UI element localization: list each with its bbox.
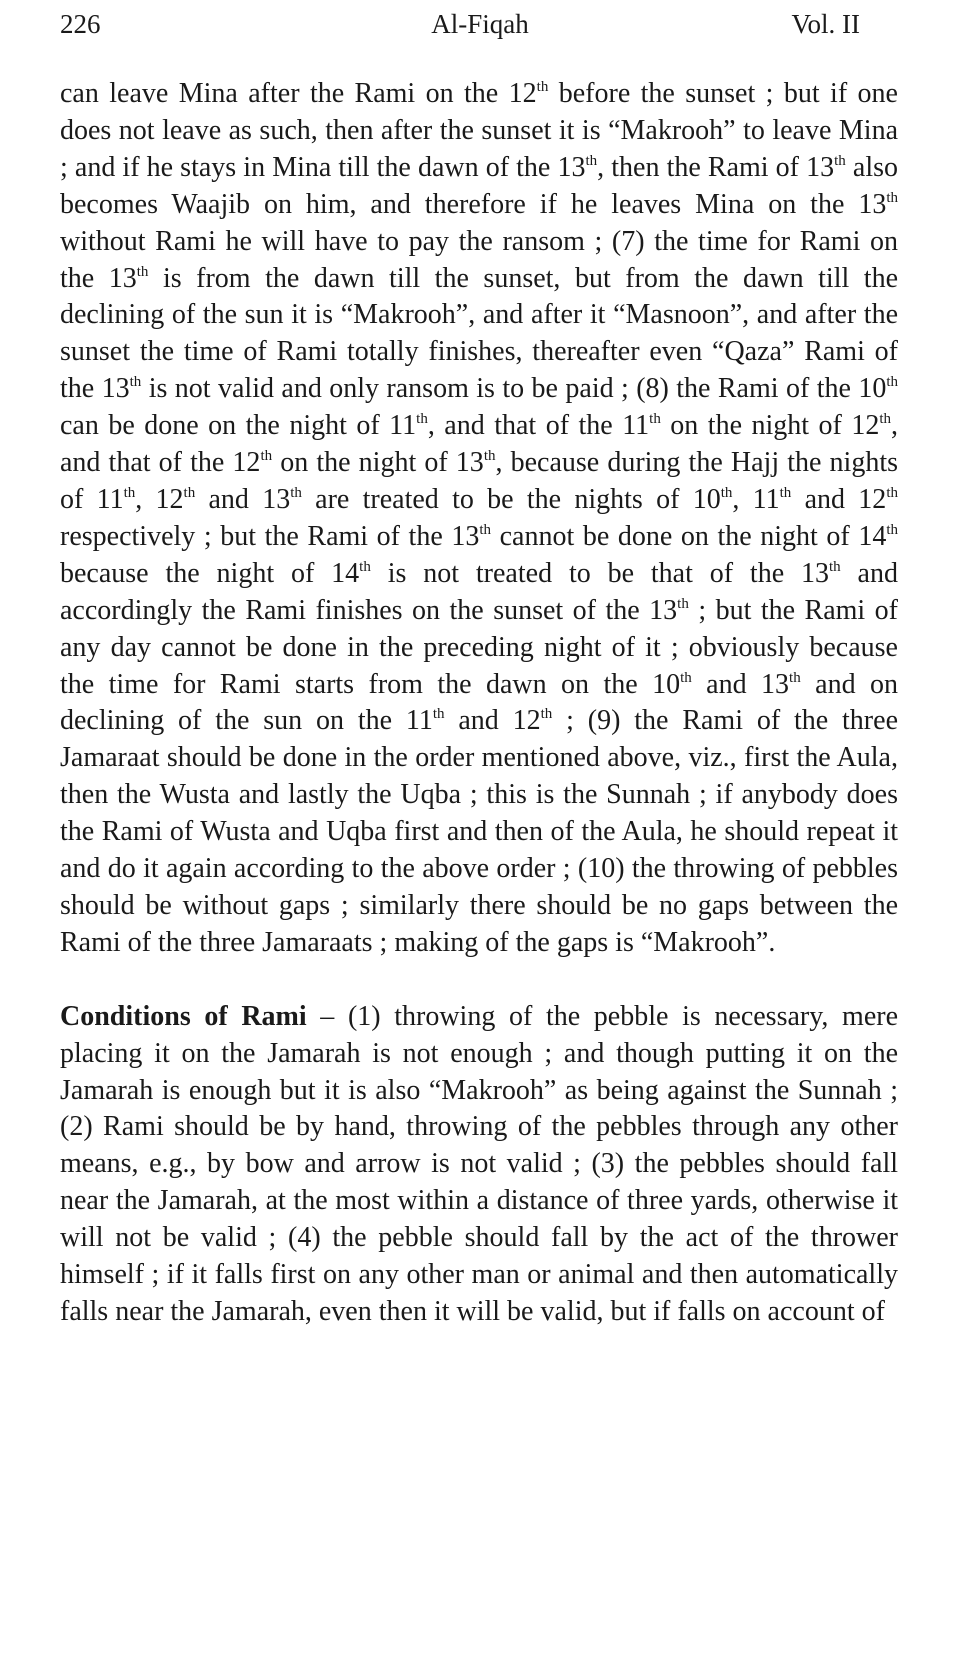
- page-number: 226: [60, 9, 101, 39]
- text-run: on the night of 13: [272, 447, 484, 479]
- text-run: , then the Rami of 13: [597, 151, 835, 183]
- text-run: without Rami he will have to pay the ransom ; (7) the time for Rami on the 13: [60, 225, 898, 294]
- book-title: Al-Fiqah: [431, 9, 529, 39]
- ordinal-suffix: th: [123, 484, 136, 501]
- ordinal-suffix: th: [789, 669, 801, 686]
- ordinal-suffix: th: [585, 152, 598, 169]
- ordinal-suffix: th: [886, 374, 898, 391]
- text-run: , because during the Hajj the nights of 11: [60, 447, 898, 515]
- ordinal-suffix: th: [483, 448, 496, 465]
- text-run: cannot be done on the night of 14: [491, 520, 887, 552]
- ordinal-suffix: th: [416, 411, 428, 428]
- ordinal-suffix: th: [136, 263, 149, 280]
- ordinal-suffix: th: [129, 374, 142, 391]
- text-run: can leave Mina after the Rami on the 12: [60, 78, 537, 109]
- text-run: are treated to be the nights of 10: [301, 483, 721, 515]
- ordinal-suffix: th: [536, 79, 549, 95]
- text-run: ; (9) the Rami of the three Jamaraat should be done in the order mentioned above, viz., first the Aula, then the Wusta and lastly the Uqba ; this is the Sunnah ; if anybody does the Rami of Wusta and Uqba first and then of the Aula, he should repeat it and do it again according to the above order ; (10) the throwing of pebbles should be without gaps ; similarly there should be no gaps between the Rami of the three Jamaraats ; making of the gaps is “Makrooh”.: [60, 705, 898, 958]
- ordinal-suffix: th: [886, 484, 898, 501]
- page-body: [60, 76, 898, 1331]
- ordinal-suffix: th: [834, 152, 846, 169]
- text-run: – (1) throwing of the pebble is necessary, mere placing it on the Jamarah is not enough ; and though putting it on the Jamarah is enough but it is also “Makrooh” as being against the Sunnah ; (2) Rami should be by hand, throwing of the pebbles through any other means, e.g., by bow and arrow is not valid ; (3) the pebbles should fall near the Jamarah, at the most within a distance of three yards, otherwise it will not be valid ; (4) the pebble should fall by the act of the thrower himself ; if it falls first on any other man or animal and then automatically falls near the Jamarah, even then it will be valid, but if falls on account of: [60, 1000, 898, 1327]
- text-run: and on declining of the sun on the 11: [60, 668, 898, 737]
- ordinal-suffix: th: [779, 484, 792, 501]
- ordinal-suffix: th: [649, 411, 661, 428]
- ordinal-suffix: th: [359, 558, 371, 575]
- ordinal-suffix: th: [680, 669, 692, 686]
- text-run: respectively ; but the Rami of the 13: [60, 520, 480, 552]
- text-run: , and that of the 11: [427, 410, 650, 442]
- text-run: and 12: [791, 483, 887, 515]
- text-run: also becomes Waajib on him, and therefore if he leaves Mina on the 13: [60, 151, 898, 220]
- page-header: [60, 6, 900, 42]
- ordinal-suffix: th: [677, 595, 689, 612]
- text-run: can be done on the night of 11: [60, 410, 417, 442]
- ordinal-suffix: th: [479, 521, 492, 538]
- ordinal-suffix: th: [829, 558, 841, 575]
- text-run: because the night of 14: [60, 557, 360, 589]
- text-run: , 11: [732, 483, 780, 515]
- ordinal-suffix: th: [540, 706, 553, 723]
- paragraph-rami-timing: [60, 76, 898, 962]
- ordinal-suffix: th: [432, 706, 445, 723]
- text-run: , and that of the 12: [60, 410, 899, 479]
- text-run: is not treated to be that of the 13: [370, 557, 830, 589]
- ordinal-suffix: th: [260, 448, 273, 465]
- text-run: on the night of 12: [660, 410, 880, 442]
- ordinal-suffix: th: [886, 189, 898, 206]
- text-run: , 12: [135, 483, 184, 515]
- text-run: is from the dawn till the sunset, but from the dawn till the declining of the sun it is “Makrooh”, and after it “Masnoon”, and after the sunset the time of Rami totally finishes, thereafter even “Qaza” Rami of the 13: [60, 262, 898, 405]
- text-run: ; but the Rami of any day cannot be done in the preceding night of it ; obviously because the time for Rami starts from the dawn on the 10: [60, 594, 898, 700]
- text-run: and 12: [444, 705, 541, 737]
- text-run: and 13: [195, 483, 291, 515]
- ordinal-suffix: th: [879, 411, 892, 428]
- volume-label: Vol. II: [791, 9, 860, 39]
- text-run: and accordingly the Rami finishes on the sunset of the 13: [60, 557, 898, 626]
- ordinal-suffix: th: [886, 521, 898, 538]
- section-heading: Conditions of Rami: [60, 1000, 307, 1032]
- text-run: before the sunset ; but if one does not leave as such, then after the sunset it is “Makrooh” to leave Mina ; and if he stays in Mina till the dawn of the 13: [60, 78, 898, 183]
- text-run: and 13: [691, 668, 790, 700]
- paragraph-conditions-of-rami: [60, 999, 898, 1331]
- ordinal-suffix: th: [720, 484, 733, 501]
- ordinal-suffix: th: [290, 484, 302, 501]
- text-run: is not valid and only ransom is to be paid ; (8) the Rami of the 10: [141, 373, 887, 405]
- ordinal-suffix: th: [183, 484, 196, 501]
